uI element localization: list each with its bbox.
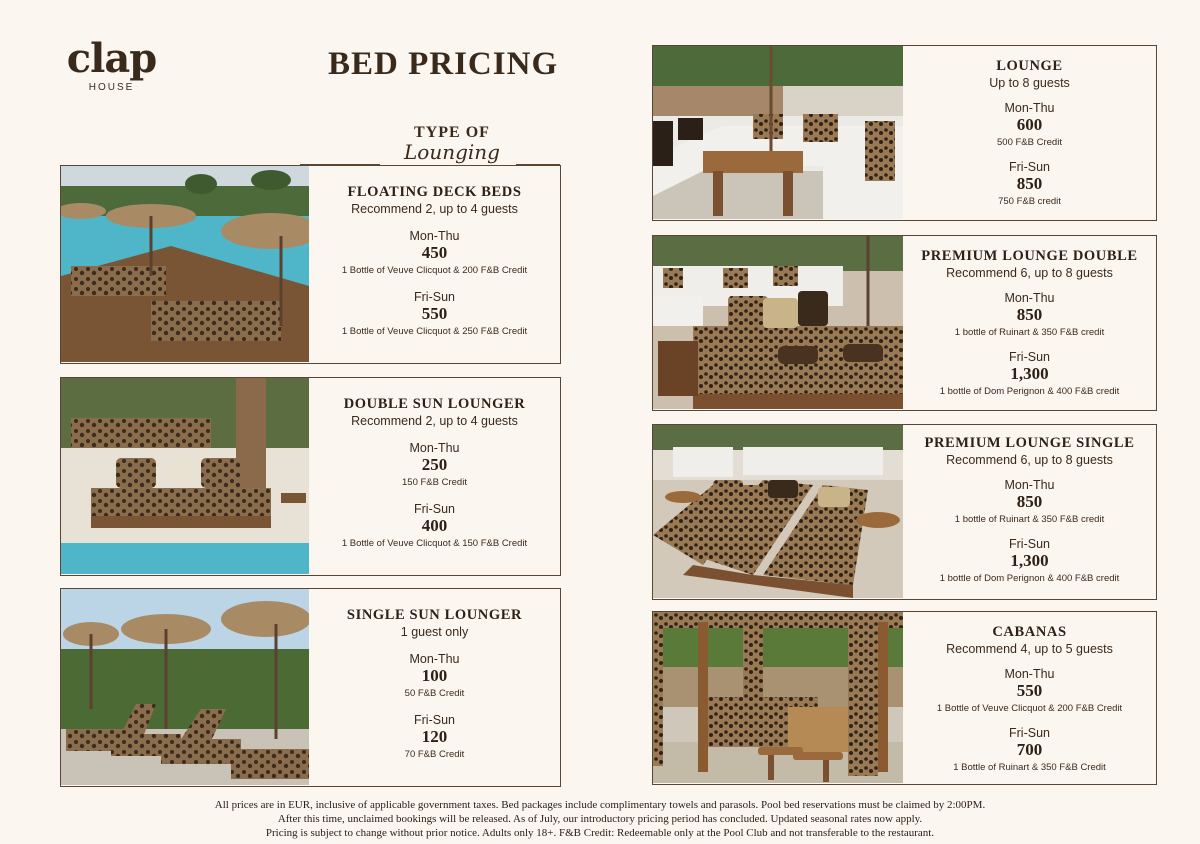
- photo-lounge: [653, 46, 903, 219]
- weekday-price: 850: [1016, 304, 1043, 324]
- card-guests: Recommend 2, up to 4 guests: [351, 202, 518, 216]
- brand-logo: [44, 36, 179, 93]
- weekday-price: 600: [1016, 114, 1043, 134]
- card-title: DOUBLE SUN LOUNGER: [343, 396, 526, 412]
- weekend-label: Fri-Sun: [1009, 349, 1050, 364]
- weekend-price: 400: [421, 515, 448, 535]
- weekday-price-block: [402, 442, 467, 489]
- weekday-price-block: [997, 102, 1062, 149]
- card-title: SINGLE SUN LOUNGER: [346, 607, 523, 623]
- weekday-label: Mon-Thu: [1004, 101, 1055, 115]
- weekday-label: Mon-Thu: [1004, 291, 1055, 305]
- photo-premium-lounge-double: [653, 236, 903, 409]
- card-title: CABANAS: [992, 624, 1067, 640]
- weekday-perk: 1 Bottle of Veuve Clicquot & 200 F&B Credit: [341, 265, 528, 277]
- weekend-label: Fri-Sun: [414, 712, 455, 727]
- weekday-label: Mon-Thu: [409, 652, 460, 666]
- info-premium-lounge-double: [903, 236, 1156, 410]
- card-cabanas[interactable]: [652, 611, 1157, 785]
- weekend-perk: 1 Bottle of Ruinart & 350 F&B Credit: [953, 762, 1106, 774]
- card-double-sun-lounger[interactable]: [60, 377, 561, 576]
- card-guests: Up to 8 guests: [989, 76, 1070, 90]
- weekend-price: 1,300: [1010, 363, 1049, 383]
- weekday-label: Mon-Thu: [409, 229, 460, 243]
- weekday-price: 850: [1016, 491, 1043, 511]
- weekday-perk: 1 bottle of Ruinart & 350 F&B credit: [954, 327, 1105, 339]
- card-premium-lounge-double[interactable]: [652, 235, 1157, 411]
- card-floating-deck-beds[interactable]: [60, 165, 561, 364]
- weekday-perk: 1 bottle of Ruinart & 350 F&B credit: [954, 514, 1105, 526]
- weekend-price: 850: [1016, 173, 1043, 193]
- card-guests: Recommend 2, up to 4 guests: [351, 414, 518, 428]
- card-title: LOUNGE: [996, 58, 1063, 74]
- card-guests: Recommend 4, up to 5 guests: [946, 642, 1113, 656]
- card-guests: 1 guest only: [400, 625, 469, 639]
- weekend-label: Fri-Sun: [1009, 159, 1050, 174]
- weekend-label: Fri-Sun: [1009, 725, 1050, 740]
- weekend-perk: 1 Bottle of Veuve Clicquot & 250 F&B Credit: [341, 326, 528, 338]
- card-title: FLOATING DECK BEDS: [347, 184, 522, 200]
- weekend-price-block: [953, 727, 1106, 774]
- weekday-price-block: [937, 668, 1122, 715]
- card-title: PREMIUM LOUNGE DOUBLE: [921, 248, 1138, 264]
- weekend-perk: 1 bottle of Dom Perignon & 400 F&B credit: [939, 573, 1120, 585]
- info-single-sun-lounger: [309, 589, 560, 786]
- photo-cabanas: [653, 612, 903, 783]
- weekday-price: 100: [421, 665, 448, 685]
- weekday-label: Mon-Thu: [1004, 478, 1055, 492]
- weekday-label: Mon-Thu: [1004, 667, 1055, 681]
- footer-line-1: All prices are in EUR, inclusive of applicable government taxes. Bed packages include complimentary towels and parasols. Pool bed reservations must be claimed by 2:00PM.: [214, 799, 986, 811]
- weekend-perk: 750 F&B credit: [998, 196, 1061, 208]
- weekend-price-block: [940, 538, 1120, 585]
- weekday-label: Mon-Thu: [409, 441, 460, 455]
- footer-line-2: After this time, unclaimed bookings will be released. As of July, our introductory pricing period has concluded. Updated seasonal rates now apply.: [277, 813, 923, 825]
- weekend-price-block: [342, 503, 527, 550]
- weekday-price: 250: [421, 454, 448, 474]
- weekday-price-block: [955, 479, 1104, 526]
- weekday-perk: 50 F&B Credit: [404, 688, 465, 700]
- weekend-perk: 1 Bottle of Veuve Clicquot & 150 F&B Credit: [341, 538, 528, 550]
- logo-subtitle: HOUSE: [88, 82, 135, 93]
- card-title: PREMIUM LOUNGE SINGLE: [924, 435, 1135, 451]
- info-cabanas: [903, 612, 1156, 784]
- weekday-perk: 500 F&B Credit: [997, 137, 1062, 149]
- card-single-sun-lounger[interactable]: [60, 588, 561, 787]
- weekend-price: 120: [421, 726, 448, 746]
- weekend-price-block: [405, 714, 465, 761]
- weekend-label: Fri-Sun: [414, 501, 455, 516]
- weekday-perk: 1 Bottle of Veuve Clicquot & 200 F&B Credit: [936, 703, 1123, 715]
- weekend-perk: 70 F&B Credit: [404, 749, 465, 761]
- weekend-perk: 1 bottle of Dom Perignon & 400 F&B credit: [939, 386, 1120, 398]
- weekend-price-block: [342, 291, 527, 338]
- weekday-price: 450: [421, 242, 448, 262]
- card-guests: Recommend 6, up to 8 guests: [946, 453, 1113, 467]
- page-title: BED PRICING: [328, 46, 559, 82]
- section-heading-line1: TYPE OF: [414, 124, 490, 141]
- weekday-price-block: [342, 230, 527, 277]
- logo-wordmark: clap: [66, 35, 157, 82]
- photo-floating-deck-beds: [61, 166, 309, 362]
- weekday-price-block: [405, 653, 465, 700]
- info-floating-deck-beds: [309, 166, 560, 363]
- weekend-price: 550: [421, 303, 448, 323]
- info-double-sun-lounger: [309, 378, 560, 575]
- weekend-label: Fri-Sun: [1009, 536, 1050, 551]
- photo-single-sun-lounger: [61, 589, 309, 785]
- weekday-price-block: [955, 292, 1104, 339]
- footer-terms: [0, 798, 1200, 840]
- card-lounge[interactable]: [652, 45, 1157, 221]
- card-guests: Recommend 6, up to 8 guests: [946, 266, 1113, 280]
- weekend-price: 1,300: [1010, 550, 1049, 570]
- section-heading-line2: Lounging: [404, 140, 500, 164]
- weekend-price: 700: [1016, 739, 1043, 759]
- weekend-label: Fri-Sun: [414, 289, 455, 304]
- card-premium-lounge-single[interactable]: [652, 424, 1157, 600]
- info-lounge: [903, 46, 1156, 220]
- info-premium-lounge-single: [903, 425, 1156, 599]
- section-heading: [372, 124, 532, 164]
- weekday-perk: 150 F&B Credit: [402, 477, 467, 489]
- weekend-price-block: [940, 351, 1120, 398]
- photo-premium-lounge-single: [653, 425, 903, 598]
- photo-double-sun-lounger: [61, 378, 309, 574]
- footer-line-3: Pricing is subject to change without prior notice. Adults only 18+. F&B Credit: Redeemable only at the Pool Club and not transferable to the restaurant.: [265, 827, 935, 839]
- weekday-price: 550: [1016, 680, 1043, 700]
- weekend-price-block: [998, 161, 1061, 208]
